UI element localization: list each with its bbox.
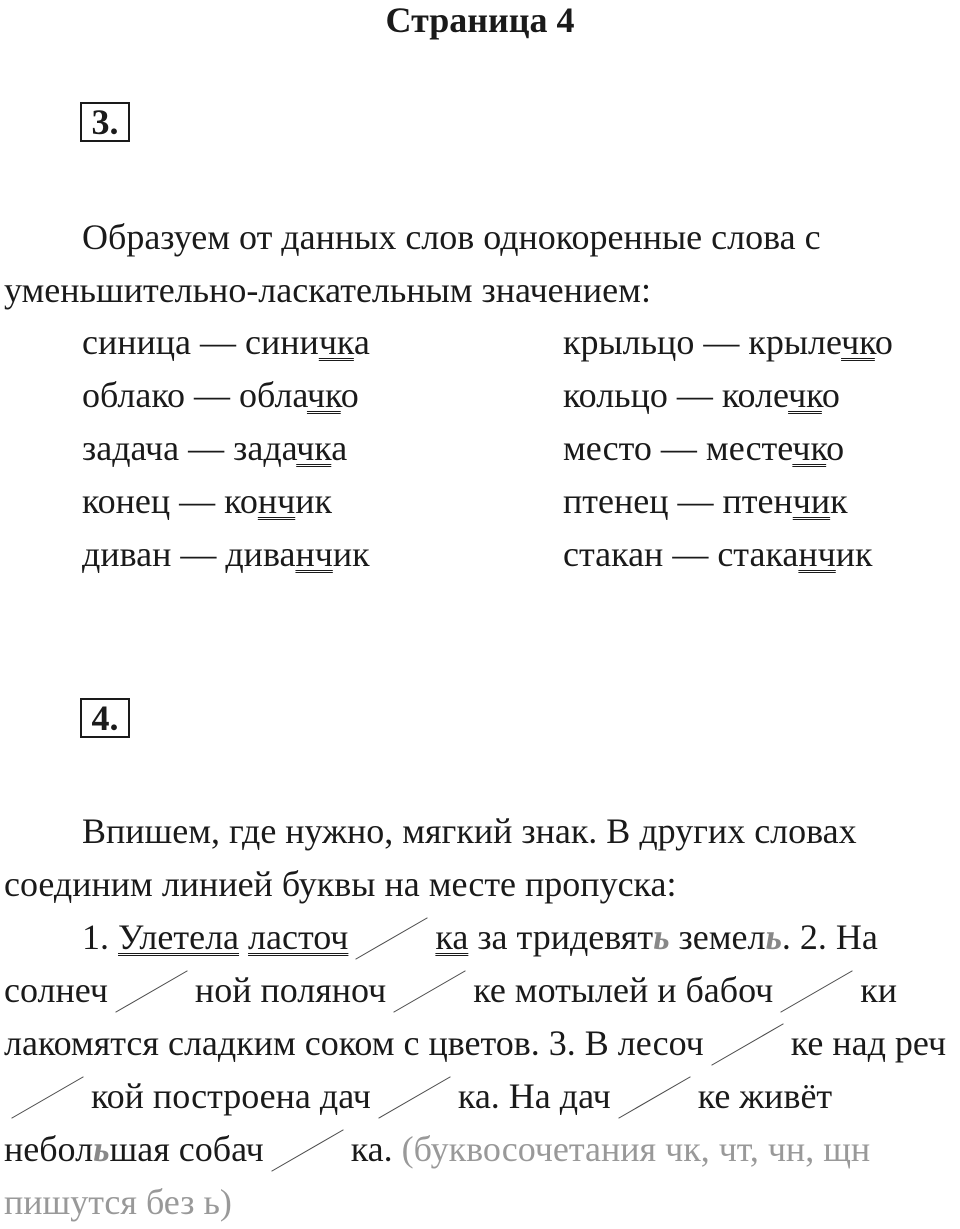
task-3-number: 3.	[80, 102, 130, 142]
inserted-soft-sign: ь	[93, 1129, 110, 1169]
word-pair: диван — диванчик	[82, 534, 370, 574]
rule-note: (буквосочетания чк, чт, чн, щн пишутся без ь)	[4, 1129, 871, 1222]
link-line	[4, 1070, 91, 1123]
highlighted-letters: чк	[306, 375, 341, 415]
highlighted-letters: нч	[257, 481, 296, 521]
word-pair: синица — синичка	[82, 322, 370, 362]
link-line	[371, 1070, 458, 1123]
word-pair: облако — облачко	[82, 375, 359, 415]
word-pair: кольцо — колечко	[563, 375, 840, 415]
highlighted-letters: чк	[296, 428, 332, 468]
underlined-word: Улетела	[118, 917, 240, 957]
highlighted-letters: чк	[792, 428, 827, 468]
task-4-instruction: Впишем, где нужно, мягкий знак. В других словах соединим линией буквы на месте пропуска:	[4, 811, 857, 904]
word-pair: задача — задачка	[82, 428, 348, 468]
word-pair: крыльцо — крылечко	[563, 322, 893, 362]
word-pair: конец — кончик	[82, 481, 332, 521]
link-line	[773, 964, 860, 1017]
link-line	[386, 964, 473, 1017]
link-line	[264, 1123, 351, 1176]
inserted-soft-sign: ь	[765, 917, 782, 957]
task-4-text: 1. Улетела ласточ ка за тридевять земель. 2. На солнеч ной поляноч ке мотылей и бабоч ки лакомятся сладким соком с цветов. 3. В лесоч ке над реч кой построена дач ка. На дач ке живёт небольшая собач ка. (буквосочетания чк, чт, чн, щн пишутся без ь)	[4, 911, 956, 1229]
word-pair: птенец — птенчик	[563, 481, 848, 521]
link-line	[611, 1070, 698, 1123]
word-pair: место — местечко	[563, 428, 845, 468]
link-line	[348, 911, 435, 964]
highlighted-letters: чк	[318, 322, 354, 362]
highlighted-letters: чи	[792, 481, 831, 521]
inserted-soft-sign: ь	[653, 917, 670, 957]
link-line	[108, 964, 195, 1017]
word-pair: стакан — стаканчик	[563, 534, 873, 574]
highlighted-letters: чк	[841, 322, 875, 362]
task-4-number: 4.	[80, 698, 130, 738]
highlighted-letters: чк	[788, 375, 822, 415]
underlined-word: ласточ ка	[248, 917, 468, 957]
task-3-instruction: Образуем от данных слов однокоренные слова с уменьшительно-ласкательным значением:	[4, 217, 821, 310]
highlighted-letters: нч	[798, 534, 836, 574]
page-title: Страница 4	[385, 0, 575, 40]
link-line	[704, 1017, 791, 1070]
highlighted-letters: нч	[295, 534, 333, 574]
